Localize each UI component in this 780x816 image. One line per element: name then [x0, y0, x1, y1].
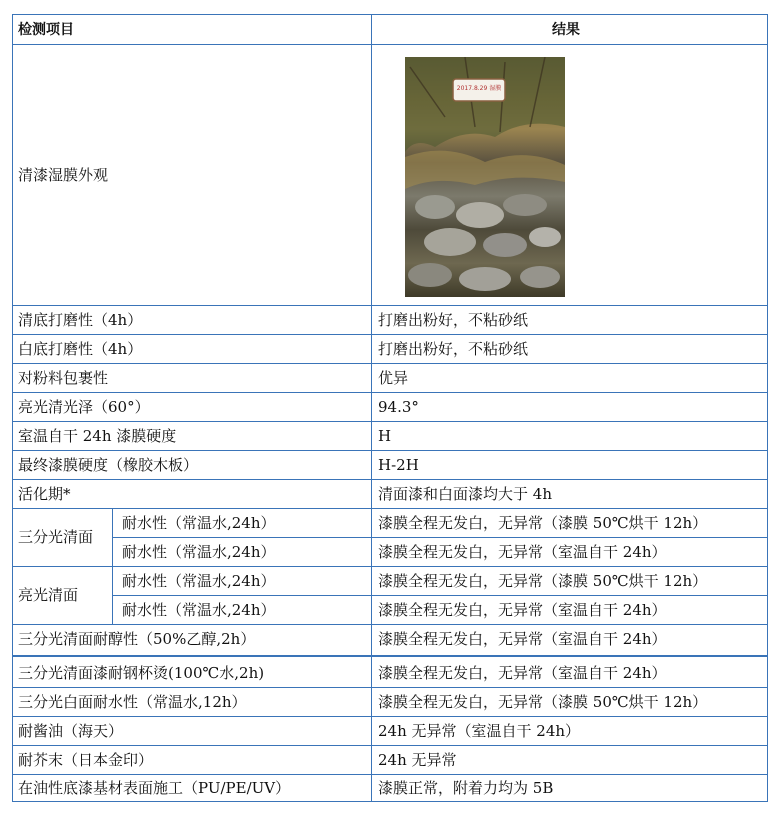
group-sub-item: 耐水性（常温水,24h）: [122, 543, 276, 561]
rule: [12, 479, 768, 480]
group-sub-result: 漆膜全程无发白，无异常（漆膜 50℃烘干 12h）: [378, 514, 708, 532]
row-item: 最终漆膜硬度（橡胶木板）: [18, 456, 199, 474]
row-item: 三分光清面耐醇性（50%乙醇,2h）: [18, 630, 256, 648]
section-rule: [12, 655, 768, 657]
test-results-table: [12, 14, 768, 802]
rule: [112, 595, 768, 596]
row-item: 耐芥末（日本金印）: [18, 751, 154, 769]
rule: [12, 392, 768, 393]
rule: [12, 14, 13, 802]
rule: [12, 305, 768, 306]
row-item: 亮光清光泽（60°）: [18, 398, 150, 416]
row-item: 白底打磨性（4h）: [18, 340, 143, 358]
row-result: 清面漆和白面漆均大于 4h: [378, 485, 552, 503]
rule: [12, 716, 768, 717]
row-result: 94.3°: [378, 398, 419, 416]
row-item: 清漆湿膜外观: [18, 166, 109, 184]
row-result: H-2H: [378, 456, 419, 474]
rule: [12, 508, 768, 509]
row-item: 清底打磨性（4h）: [18, 311, 143, 329]
row-item: 三分光白面耐水性（常温水,12h）: [18, 693, 247, 711]
group-name: 三分光清面: [18, 528, 94, 546]
rule: [12, 421, 768, 422]
row-result: 漆膜正常，附着力均为 5B: [378, 779, 554, 797]
rule: [12, 745, 768, 746]
group-sub-item: 耐水性（常温水,24h）: [122, 601, 276, 619]
row-item: 对粉料包裹性: [18, 369, 109, 387]
row-result: 漆膜全程无发白，无异常（室温自干 24h）: [378, 630, 667, 648]
row-result: 漆膜全程无发白，无异常（漆膜 50℃烘干 12h）: [378, 693, 708, 711]
rule: [12, 14, 768, 15]
rule: [767, 14, 768, 802]
group-sub-result: 漆膜全程无发白，无异常（室温自干 24h）: [378, 543, 667, 561]
row-result: 24h 无异常: [378, 751, 457, 769]
group-sub-item: 耐水性（常温水,24h）: [122, 514, 276, 532]
row-item: 在油性底漆基材表面施工（PU/PE/UV）: [18, 779, 291, 797]
rule: [12, 44, 768, 45]
group-sub-result: 漆膜全程无发白，无异常（室温自干 24h）: [378, 601, 667, 619]
rule: [12, 363, 768, 364]
rule: [12, 334, 768, 335]
photo-label: 2017.8.29 湿膜: [456, 85, 502, 92]
group-sub-result: 漆膜全程无发白，无异常（漆膜 50℃烘干 12h）: [378, 572, 708, 590]
rule: [12, 566, 768, 567]
rule: [371, 14, 372, 802]
rule: [112, 537, 768, 538]
row-result: 打磨出粉好，不粘砂纸: [378, 311, 529, 329]
row-result: 打磨出粉好，不粘砂纸: [378, 340, 529, 358]
row-item: 活化期*: [18, 485, 71, 503]
rule: [12, 687, 768, 688]
rule: [12, 774, 768, 775]
row-result: 优异: [378, 369, 409, 387]
header-item: 检测项目: [18, 22, 74, 38]
rule: [112, 508, 113, 624]
row-result: 漆膜全程无发白，无异常（室温自干 24h）: [378, 664, 667, 682]
group-sub-item: 耐水性（常温水,24h）: [122, 572, 276, 590]
rule: [12, 624, 768, 625]
rule: [12, 801, 768, 802]
row-result: 24h 无异常（室温自干 24h）: [378, 722, 581, 740]
group-name: 亮光清面: [18, 586, 79, 604]
header-result: 结果: [552, 22, 580, 38]
row-item: 耐酱油（海天）: [18, 722, 124, 740]
rule: [12, 450, 768, 451]
wet-film-photo: [405, 57, 565, 297]
row-item: 室温自干 24h 漆膜硬度: [18, 427, 177, 445]
row-item: 三分光清面漆耐钢杯烫(100℃水,2h): [18, 664, 265, 682]
row-result: H: [378, 427, 392, 445]
